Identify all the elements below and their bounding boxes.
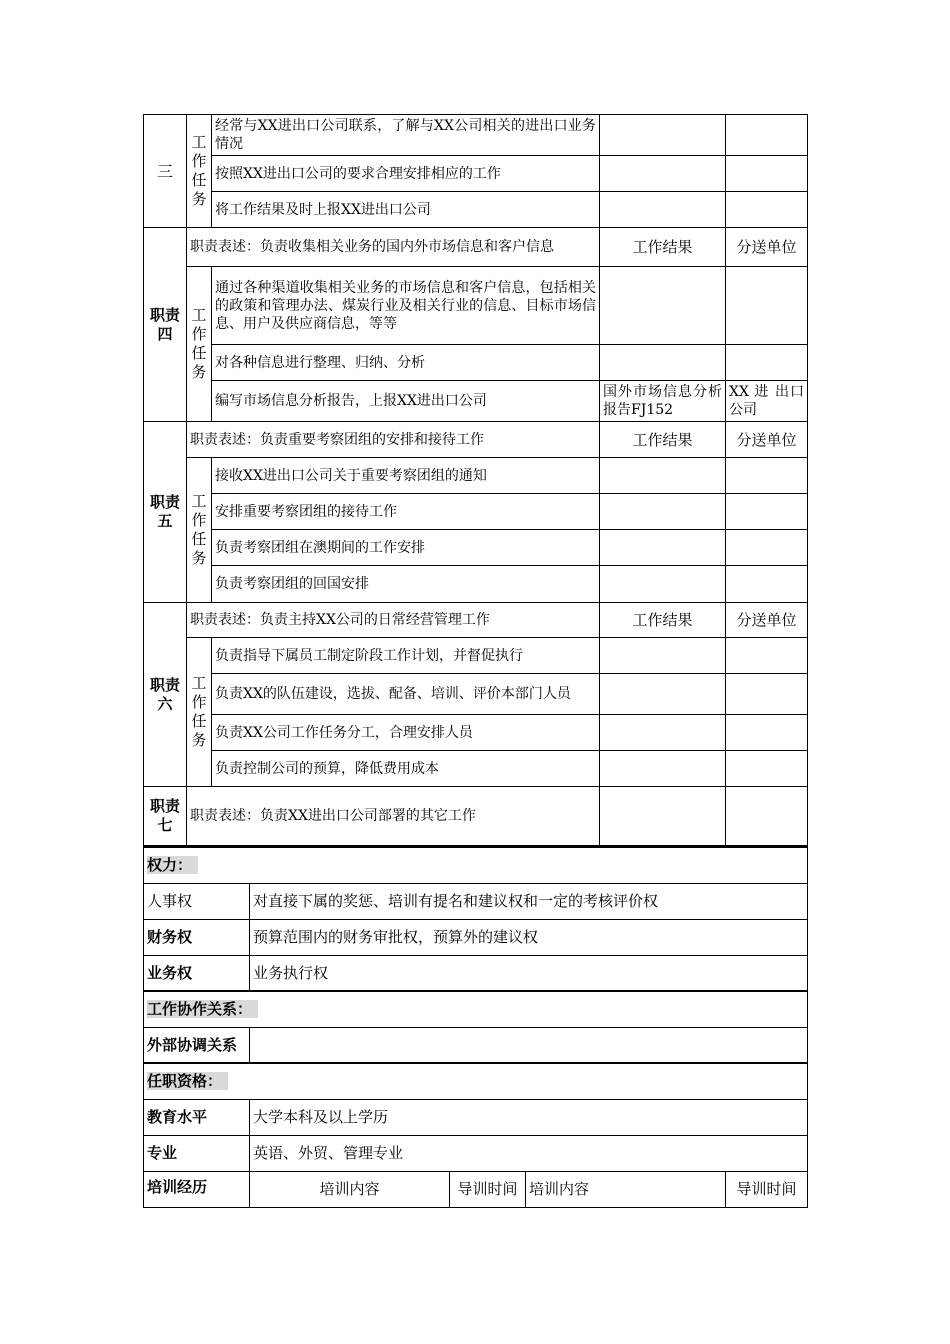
training-time-header: 导训时间 — [450, 1171, 526, 1207]
training-time-header-2: 导训时间 — [726, 1171, 808, 1207]
group3-task-3-result — [600, 192, 726, 228]
group6-task-row — [144, 751, 808, 787]
group4-task-3-result: 国外市场信息分析报告FJ152 — [600, 381, 726, 422]
qualification-section-row — [144, 1063, 808, 1099]
group7-statement: 职责表述：负责XX进出口公司部署的其它工作 — [187, 787, 600, 846]
group4-task-2: 对各种信息进行整理、归纳、分析 — [212, 345, 600, 381]
training-row — [144, 1171, 808, 1207]
group6-statement: 职责表述：负责主持XX公司的日常经营管理工作 — [187, 603, 600, 638]
group5-task-row — [144, 494, 808, 530]
profile-table — [143, 846, 808, 1208]
authority-section-row — [144, 847, 808, 883]
group4-task-2-dest — [726, 345, 808, 381]
group6-label: 职责六 — [144, 603, 187, 787]
major-row — [144, 1135, 808, 1171]
group3-task-row — [144, 192, 808, 228]
group5-task-4-dest — [726, 566, 808, 603]
group4-task-3-dest: XX 进 出口公司 — [726, 381, 808, 422]
group3-task-1-result — [600, 115, 726, 156]
group5-task-row — [144, 458, 808, 494]
group5-dest-header: 分送单位 — [726, 422, 808, 458]
training-label: 培训经历 — [144, 1171, 250, 1207]
group6-task-4-result — [600, 751, 726, 787]
training-content-header: 培训内容 — [250, 1171, 450, 1207]
group4-task-1-dest — [726, 267, 808, 345]
group4-task-1-result — [600, 267, 726, 345]
collaboration-title: 工作协作关系： — [144, 991, 808, 1027]
collaboration-section-row — [144, 991, 808, 1027]
group6-task-1: 负责指导下属员工制定阶段工作计划，并督促执行 — [212, 638, 600, 674]
group6-task-3-result — [600, 715, 726, 751]
responsibilities-table — [143, 114, 808, 846]
group5-task-row — [144, 566, 808, 603]
authority-label-business: 业务权 — [144, 955, 250, 991]
group6-task-2: 负责XX的队伍建设，选拔、配备、培训、评价本部门人员 — [212, 674, 600, 715]
qualification-title: 任职资格： — [144, 1063, 808, 1099]
group6-task-1-result — [600, 638, 726, 674]
collaboration-row — [144, 1027, 808, 1063]
group3-task-2: 按照XX进出口公司的要求合理安排相应的工作 — [212, 156, 600, 192]
group3-task-1: 经常与XX进出口公司联系，了解与XX公司相关的进出口业务情况 — [212, 115, 600, 156]
group4-task-3: 编写市场信息分析报告，上报XX进出口公司 — [212, 381, 600, 422]
group3-task-label: 工作任务 — [187, 115, 212, 228]
authority-row — [144, 883, 808, 919]
education-value: 大学本科及以上学历 — [250, 1099, 808, 1135]
group6-task-3-dest — [726, 715, 808, 751]
group4-statement: 职责表述：负责收集相关业务的国内外市场信息和客户信息 — [187, 228, 600, 267]
authority-value-hr: 对直接下属的奖惩、培训有提名和建议权和一定的考核评价权 — [250, 883, 808, 919]
group4-task-label: 工作任务 — [187, 267, 212, 422]
major-value: 英语、外贸、管理专业 — [250, 1135, 808, 1171]
group3-label: 三 — [144, 115, 187, 228]
group3-task-3-dest — [726, 192, 808, 228]
group6-task-row — [144, 638, 808, 674]
group5-task-2-dest — [726, 494, 808, 530]
group7-result — [600, 787, 726, 846]
group6-task-row — [144, 674, 808, 715]
group3-task-row — [144, 115, 808, 156]
group5-task-2: 安排重要考察团组的接待工作 — [212, 494, 600, 530]
group4-statement-row — [144, 228, 808, 267]
group4-label: 职责四 — [144, 228, 187, 422]
group5-statement-row — [144, 422, 808, 458]
group6-task-label: 工作任务 — [187, 638, 212, 787]
group3-task-2-result — [600, 156, 726, 192]
group5-label: 职责五 — [144, 422, 187, 603]
group6-statement-row — [144, 603, 808, 638]
group5-task-3: 负责考察团组在澳期间的工作安排 — [212, 530, 600, 566]
authority-value-finance: 预算范围内的财务审批权，预算外的建议权 — [250, 919, 808, 955]
group5-task-label: 工作任务 — [187, 458, 212, 603]
authority-value-business: 业务执行权 — [250, 955, 808, 991]
authority-row — [144, 955, 808, 991]
group6-task-3: 负责XX公司工作任务分工，合理安排人员 — [212, 715, 600, 751]
group3-task-3: 将工作结果及时上报XX进出口公司 — [212, 192, 600, 228]
external-coordination-label: 外部协调关系 — [144, 1027, 250, 1063]
job-description-sheet — [143, 114, 807, 1208]
education-label: 教育水平 — [144, 1099, 250, 1135]
group3-task-2-dest — [726, 156, 808, 192]
group4-result-header: 工作结果 — [600, 228, 726, 267]
group7-statement-row — [144, 787, 808, 846]
authority-title: 权力： — [144, 847, 808, 883]
group4-task-row — [144, 381, 808, 422]
training-content-header-2: 培训内容 — [526, 1171, 726, 1207]
group5-task-1-dest — [726, 458, 808, 494]
authority-label-finance: 财务权 — [144, 919, 250, 955]
group4-dest-header: 分送单位 — [726, 228, 808, 267]
group4-task-row — [144, 345, 808, 381]
group3-task-row — [144, 156, 808, 192]
major-label: 专业 — [144, 1135, 250, 1171]
group3-task-1-dest — [726, 115, 808, 156]
group6-task-1-dest — [726, 638, 808, 674]
group6-dest-header: 分送单位 — [726, 603, 808, 638]
education-row — [144, 1099, 808, 1135]
group6-task-4-dest — [726, 751, 808, 787]
group5-task-4: 负责考察团组的回国安排 — [212, 566, 600, 603]
group6-result-header: 工作结果 — [600, 603, 726, 638]
group5-task-row — [144, 530, 808, 566]
group4-task-2-result — [600, 345, 726, 381]
group6-task-row — [144, 715, 808, 751]
authority-row — [144, 919, 808, 955]
group6-task-4: 负责控制公司的预算，降低费用成本 — [212, 751, 600, 787]
group5-task-2-result — [600, 494, 726, 530]
group4-task-row — [144, 267, 808, 345]
group6-task-2-dest — [726, 674, 808, 715]
group4-task-1: 通过各种渠道收集相关业务的市场信息和客户信息，包括相关的政策和管理办法、煤炭行业及相关行业的信息、目标市场信息、用户及供应商信息，等等 — [212, 267, 600, 345]
group5-task-4-result — [600, 566, 726, 603]
group5-task-3-result — [600, 530, 726, 566]
group6-task-2-result — [600, 674, 726, 715]
group7-dest — [726, 787, 808, 846]
group5-result-header: 工作结果 — [600, 422, 726, 458]
group5-task-1: 接收XX进出口公司关于重要考察团组的通知 — [212, 458, 600, 494]
external-coordination-value — [250, 1027, 808, 1063]
group5-statement: 职责表述：负责重要考察团组的安排和接待工作 — [187, 422, 600, 458]
group5-task-3-dest — [726, 530, 808, 566]
authority-label-hr: 人事权 — [144, 883, 250, 919]
group5-task-1-result — [600, 458, 726, 494]
group7-label: 职责七 — [144, 787, 187, 846]
